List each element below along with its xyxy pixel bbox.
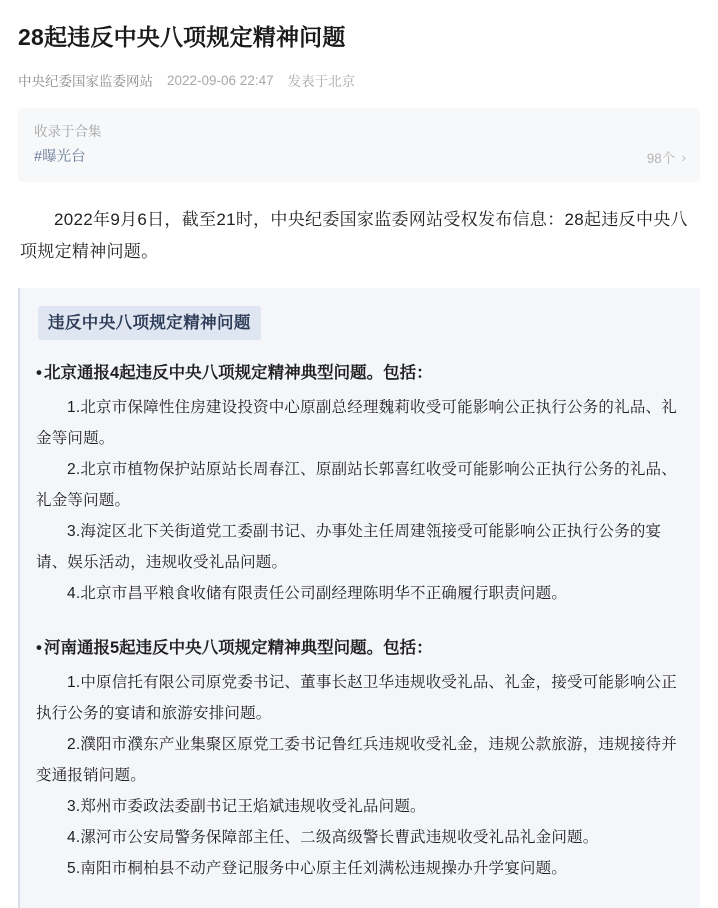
page-title: 28起违反中央八项规定精神问题 (18, 24, 346, 50)
collection-tag[interactable]: #曝光台 (34, 149, 86, 165)
sub-item: 4.北京市昌平粮食收储有限责任公司副经理陈明华不正确履行职责问题。 (67, 585, 568, 602)
sub-item: 1.中原信托有限公司原党委书记、董事长赵卫华违规收受礼品、礼金，接受可能影响公正执行公务的宴请和旅游安排问题。 (36, 674, 677, 722)
sub-item: 4.漯河市公安局警务保障部主任、二级高级警长曹武违规收受礼品礼金问题。 (67, 829, 599, 846)
article-meta (18, 70, 700, 90)
group-heading: 河南通报5起违反中央八项规定精神典型问题。包括： (43, 639, 433, 657)
sub-item: 3.海淀区北下关街道党工委副书记、办事处主任周建瓴接受可能影响公正执行公务的宴请、娱乐活动，违规收受礼品问题。 (36, 523, 662, 571)
sub-item: 2.濮阳市濮东产业集聚区原党工委书记鲁红兵违规收受礼金，违规公款旅游，违规接待并变通报销问题。 (36, 736, 677, 784)
bullet-dot-icon: • (36, 363, 42, 382)
collection-count: 98个 (646, 151, 676, 166)
group-heading-row (36, 358, 686, 388)
group-spacer (36, 619, 686, 633)
sub-item: 2.北京市植物保护站原站长周春江、原副站长郭喜红收受可能影响公正执行公务的礼品、礼金等问题。 (36, 461, 677, 509)
highlight-block (18, 288, 700, 908)
group-heading-row (36, 633, 686, 663)
meta-timestamp: 2022-09-06 22:47 (167, 72, 274, 88)
sub-item: 1.北京市保障性住房建设投资中心原副总经理魏莉收受可能影响公正执行公务的礼品、礼金等问题。 (36, 399, 677, 447)
chevron-right-icon: › (681, 149, 686, 165)
collection-label: 收录于合集 (34, 124, 102, 139)
meta-source[interactable]: 中央纪委国家监委网站 (18, 74, 153, 89)
bullet-dot-icon: • (36, 638, 42, 657)
group-heading: 北京通报4起违反中央八项规定精神典型问题。包括： (43, 364, 433, 382)
collection-card[interactable] (18, 108, 700, 182)
collection-info (34, 121, 102, 169)
collection-count-group[interactable] (647, 147, 686, 169)
meta-location: 发表于北京 (287, 74, 356, 89)
section-heading: 违反中央八项规定精神问题 (38, 306, 261, 340)
list-item (36, 633, 686, 884)
sub-item: 5.南阳市桐柏县不动产登记服务中心原主任刘满松违规操办升学宴问题。 (67, 860, 568, 877)
sub-item: 3.郑州市委政法委副书记王焰斌违规收受礼品问题。 (67, 798, 426, 815)
lead-paragraph: 2022年9月6日，截至21时，中央纪委国家监委网站受权发布信息：28起违反中央八项规定精神问题。 (20, 210, 688, 261)
list-item (36, 358, 686, 609)
